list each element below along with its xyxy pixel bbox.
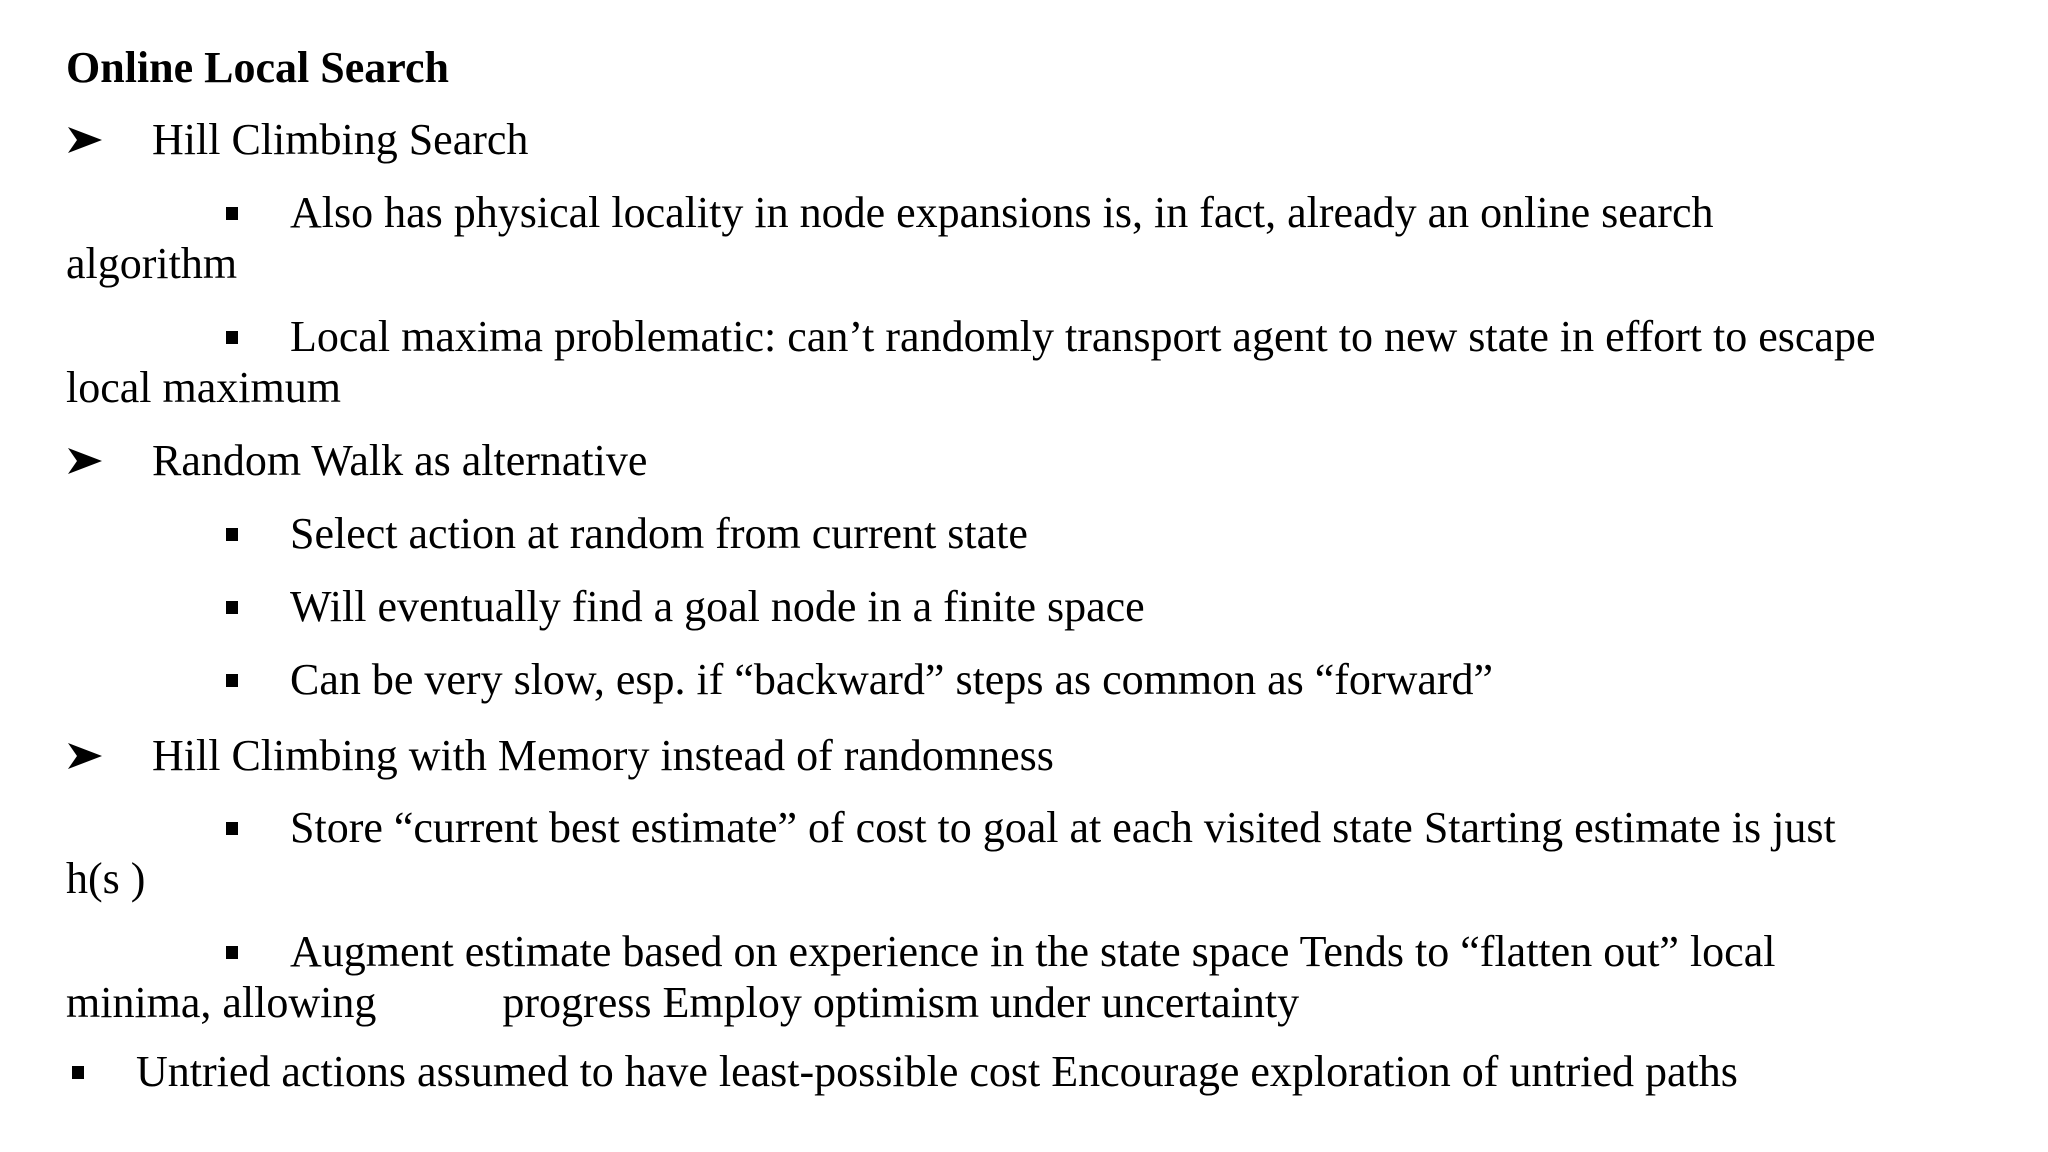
sub-bullet-very-slow — [66, 654, 2016, 705]
sub-bullet-goal-node — [66, 581, 2016, 632]
square-bullet-icon — [72, 1066, 84, 1079]
bullet-label: Hill Climbing with Memory instead of randomness — [152, 731, 1054, 780]
sub-bullet-text: Store “current best estimate” of cost to goal at each visited state Starting estimate is just — [290, 803, 1836, 852]
bullet-label: Hill Climbing Search — [152, 115, 529, 164]
square-bullet-icon — [226, 601, 238, 614]
sub-bullet-text: Also has physical locality in node expansions is, in fact, already an online search — [290, 188, 1714, 237]
sub-bullet-continuation: local maximum — [66, 363, 341, 412]
sub-bullet-text: Augment estimate based on experience in the state space Tends to “flatten out” local — [290, 927, 1776, 976]
square-bullet-icon — [226, 822, 238, 835]
sub-bullet-text: Select action at random from current state — [290, 509, 1028, 558]
sub-bullet-physical-locality — [66, 187, 2016, 289]
sub-bullet-select-action — [66, 508, 2016, 559]
bullet-label: Random Walk as alternative — [152, 436, 648, 485]
sub-bullet-text: Local maxima problematic: can’t randomly transport agent to new state in effort to escape — [290, 312, 1876, 361]
arrow-bullet-icon — [66, 730, 106, 782]
square-bullet-icon — [226, 674, 238, 687]
square-bullet-icon — [226, 331, 238, 344]
arrow-bullet-icon — [66, 114, 106, 166]
sub-bullet-text: Can be very slow, esp. if “backward” steps as common as “forward” — [290, 655, 1494, 704]
arrow-bullet-icon — [66, 435, 106, 487]
page-title: Online Local Search — [66, 43, 449, 92]
sub-bullet-local-maxima — [66, 311, 2016, 413]
sub-bullet-continuation-2: progress Employ optimism under uncertainty — [502, 978, 1300, 1027]
bullet-label: Untried actions assumed to have least-possible cost Encourage exploration of untried paths — [136, 1047, 1738, 1096]
square-bullet-icon — [226, 946, 238, 959]
sub-bullet-continuation: h(s ) — [66, 854, 146, 903]
sub-bullet-continuation: minima, allowing — [66, 978, 377, 1027]
square-bullet-icon — [226, 207, 238, 220]
sub-bullet-store-estimate — [66, 802, 2016, 904]
sub-bullet-continuation: algorithm — [66, 239, 238, 288]
sub-bullet-augment-estimate — [66, 926, 2016, 1028]
square-bullet-icon — [226, 528, 238, 541]
sub-bullet-text: Will eventually find a goal node in a finite space — [290, 582, 1145, 631]
